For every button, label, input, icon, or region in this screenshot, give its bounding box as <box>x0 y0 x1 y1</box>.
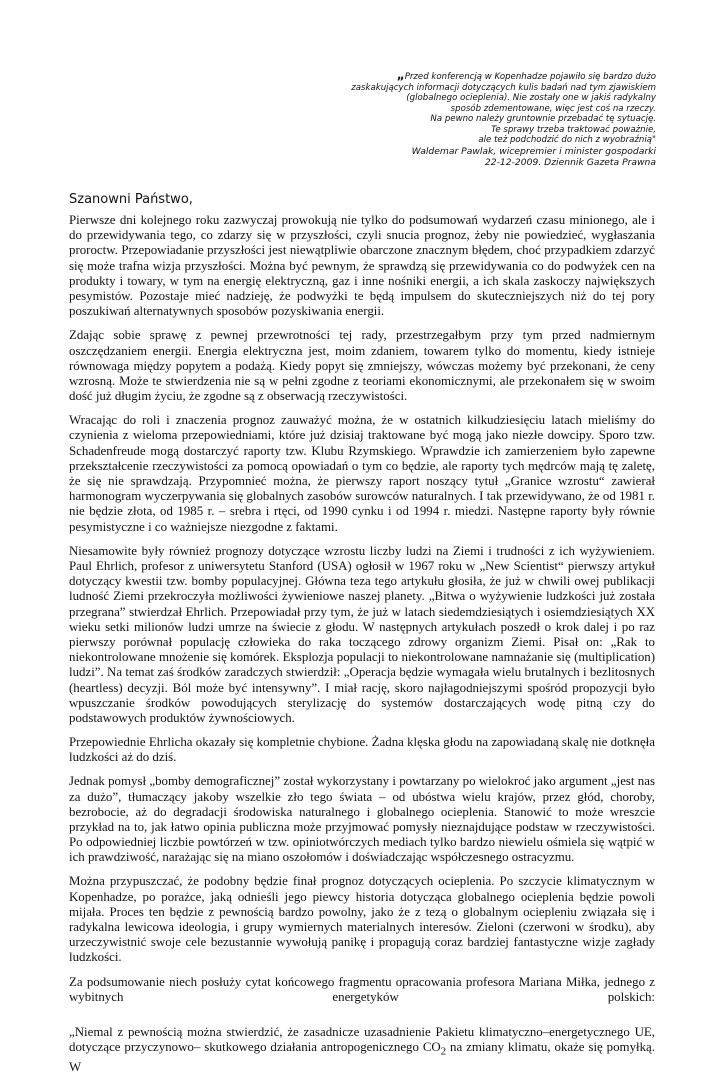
paragraph: Pierwsze dni kolejnego roku zazwyczaj prowokują nie tylko do podsumowań wydarzeń czasu minionego, ale i do przewidywania tego, co zdarzy się w przyszłości, czyli snucia prognoz, żeby nie powiedzieć, wygłaszania proroctw. Przepowiadanie przyszłości jest niewątpliwie obarczone znacznym błędem, choć przypadkiem zdarzyć się może trafna wizja przyszłości. Można być pewnym, że sprawdzą się przewidywania co do podwyżek cen na produkty i towary, w tym na energię elektryczną, gaz i inne nośniki energii, a ich skala zaskoczy największych pesymistów. Pozostaje mieć nadzieję, że podwyżki te będą impulsem do skuteczniejszych niż do tej pory poszukiwań alternatywnych sposobów pozyskiwania energii. <box>69 213 655 319</box>
closing-word: energetyków <box>332 989 399 1004</box>
closing-word: polskich: <box>607 989 655 1004</box>
letter-body <box>69 213 655 1075</box>
paragraph: Można przypuszczać, że podobny będzie finał prognoz dotyczących ocieplenia. Po szczycie klimatycznym w Kopenhadze, po porażce, jaką odnieśli jego piewcy historia dotycząca globalnego ocieplenia będzie powoli mijała. Proces ten będzie z pewnością bardzo powolny, jako że z tezą o globalnym ociepleniu związała się i radykalna lewicowa ideologia, i grupy wymiernych materialnych interesów. Zieloni (czerwoni w środku), aby urzeczywistnić swoje cele bezustannie wywołują panikę i propagują coraz bardziej fantastyczne wizje zagłady ludzkości. <box>69 874 655 965</box>
epigraph-attribution-source: 22-12-2009. Dziennik Gazeta Prawna <box>484 156 656 168</box>
epigraph-line: Na pewno należy gruntownie przebadać tę sytuację. <box>430 114 656 124</box>
paragraph: Wracając do roli i znaczenia prognoz zauważyć można, że w ostatnich kilkudziesięciu latach mieliśmy do czynienia z wieloma przepowiedniami, które już dzisiaj traktowane być mogą jako niezłe dowcipy. Sporo tzw. Schadenfreude mogą dostarczyć raporty tzw. Klubu Rzymskiego. Wprawdzie ich zamierzeniem było zapewne przekształcenie rzeczywistości za pomocą opowiadań o tym co będzie, ale raporty tych mędrców mają tę zaletę, że się nie sprawdzają. Przypomnieć można, że pierwszy raport noszący tytuł „Granice wzrostu“ zawierał harmonogram wyczerpywania się globalnych zasobów surowców naturalnych. I tak przewidywano, że od 1981 r. nie będzie złota, od 1985 r. – srebra i rtęci, od 1990 cynku i od 1994 r. miedzi. Następne raporty były równie pesymistyczne i co ważniejsze niezgodne z faktami. <box>69 413 655 534</box>
epigraph-line: „Przed konferencją w Kopenhadze pojawiło się bardzo dużo <box>396 68 656 82</box>
closing-line: Za podsumowanie niech posłuży cytat końcowego fragmentu opracowania profesora Mariana Miłka, jednego z <box>69 974 655 989</box>
paragraph: Niesamowite były również prognozy dotyczące wzrostu liczby ludzi na Ziemi i trudności z ich wyżywieniem. Paul Ehrlich, profesor z uniwersytetu Stanford (USA) ogłosił w 1967 roku w „New Scientist“ pierwszy artykuł dotyczący kwestii tzw. bomby populacyjnej. Główna teza tego artykułu głosiła, że już w chwili owej publikacji ludność Ziemi przekroczyła możliwości żywieniowe naszej planety. „Bitwa o wyżywienie ludzkości już została przegrana” stwierdzał Ehrlich. Przepowiadał przy tym, że już w latach siedemdziesiątych i osiemdziesiątych XX wieku setki milionów ludzi umrze na świecie z głodu. W następnych artykułach poszedł o krok dalej i po raz pierwszy porównał populację człowieka do raka toczącego zdrowy organizm Ziemi. Pisał on: „Rak to niekontrolowane mnożenie się komórek. Eksplozja populacji to niekontrolowane namnażanie się (multiplication) ludzi”. Na temat zaś środków zaradczych stwierdził: „Operacja będzie wymagała wielu brutalnych i bezlitosnych (heartless) decyzji. Ból może być intensywny”. I miał rację, skoro najłagodniejszymi spośród propozycji było wpuszczanie środków powodujących sterylizację do systemów dostarczających wodę pitną czy do podstawowych produktów żywnościowych. <box>69 543 655 725</box>
closing-line-justified <box>69 990 655 1005</box>
closing-paragraph <box>69 975 655 1005</box>
paragraph: Przepowiednie Ehrlicha okazały się kompletnie chybione. Żadna klęska głodu na zapowiadaną skalę nie dotknęła ludzkości aż do dziś. <box>69 735 655 765</box>
epigraph-line: Te sprawy trzeba traktować poważnie, <box>491 124 656 135</box>
spacer <box>69 1005 655 1025</box>
epigraph-line: sposób zdementowane, więc jest coś na rzeczy. <box>450 103 656 114</box>
salutation: Szanowni Państwo, <box>69 192 193 207</box>
quoted-conclusion <box>69 1025 655 1075</box>
co2-subscript: 2 <box>440 1045 447 1058</box>
epigraph-line: (globalnego ocieplenia). Nie zostały one w jakiś radykalny <box>406 93 656 103</box>
epigraph-attribution-author: Waldemar Pawlak, wicepremier i minister gospodarki <box>411 145 656 157</box>
epigraph-line: ale też podchodzić do nich z wyobraźnią" <box>478 135 656 145</box>
paragraph: Jednak pomysł „bomby demograficznej” został wykorzystany i powtarzany po wielokroć jako argument „jest nas za dużo”, tłumaczący jakoby wszelkie zło tego świata – od ubóstwa wielu krajów, przez głód, choroby, bezrobocie, aż do degradacji środowiska naturalnego i globalnego ocieplenia. Stanowić to może wreszcie przykład na to, jak łatwo opinia publiczna może przyjmować pomysły nieznajdujące podstaw w rzeczywistości. Po odpowiedniej liczbie powtórzeń w tzw. opiniotwórczych mediach tylko bardzo niewielu ośmiela się wątpić w ich prawdziwość, narażając się na miano oszołomów i doświadczając współczesnego ostracyzmu. <box>69 774 655 865</box>
epigraph-quote <box>300 70 656 168</box>
paragraph: Zdając sobie sprawę z pewnej przewrotności tej rady, przestrzegałbym przy tym przed nadmiernym oszczędzaniem energii. Energia elektryczna jest, moim zdaniem, towarem tylko do momentu, kiedy istnieje równowaga między popytem a podażą. Kiedy popyt się zmniejszy, wówczas możemy być przekonani, że ceny wzrosną. Może te stwierdzenia nie są w pełni zgodne z teoriami ekonomicznymi, ale przekonałem się w swoim dość już długim życiu, że zgodne są z obserwacją rzeczywistości. <box>69 328 655 404</box>
epigraph-line: zaskakujących informacji dotyczących kulis badań nad tym zjawiskiem <box>351 82 656 93</box>
closing-word: wybitnych <box>69 989 124 1004</box>
opening-quote-mark: „ <box>396 68 405 82</box>
quote-paragraph: „Niemal z pewnością można stwierdzić, że zasadnicze uzasadnienie Pakietu klimatyczno–energetycznego UE, dotyczące przyczynowo– skutkowego działania antropogenicznego $CO_2$ na zmiany klimatu, okaże się pomyłką. W <box>69 1024 655 1074</box>
